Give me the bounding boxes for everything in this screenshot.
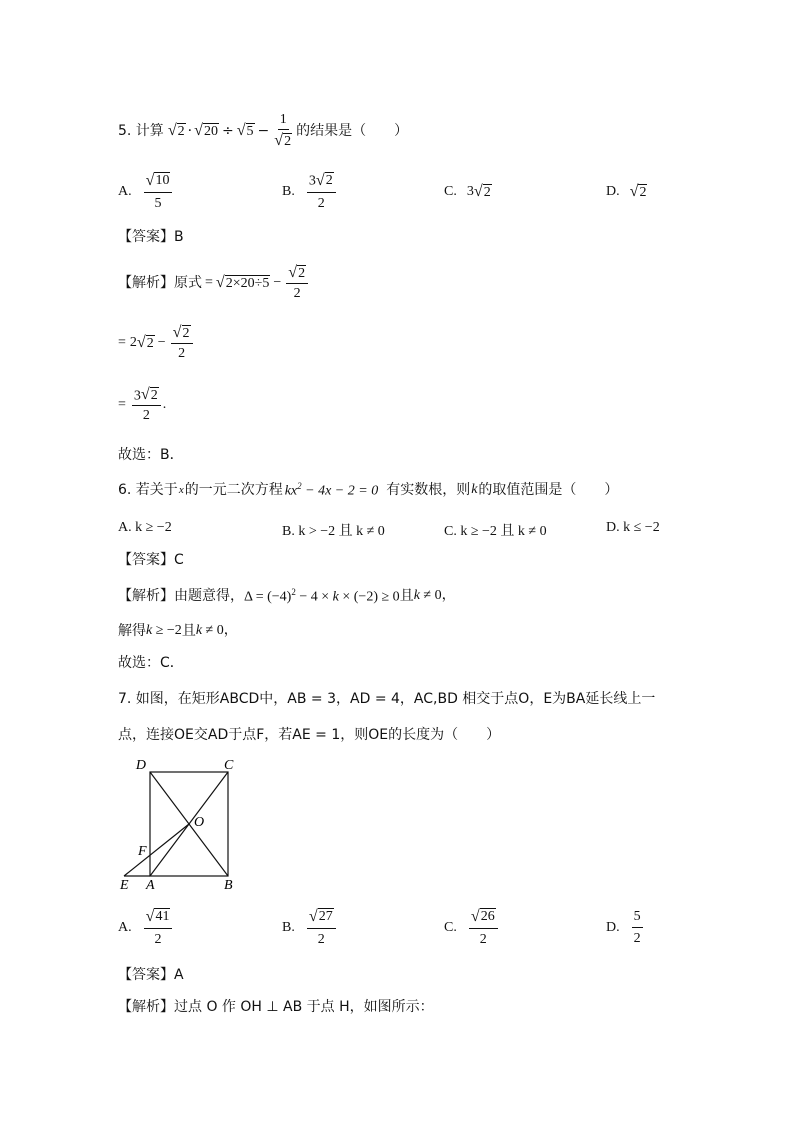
label-c: C	[224, 758, 234, 773]
q5-stem-prefix: 5. 计算	[118, 123, 164, 139]
q7-answer: 【答案】A	[118, 967, 184, 983]
q6-analysis: 【解析】由题意得， $\Delta = (-4)^2 - 4 \times k \times (-2) \ge 0$ 且 k ≠ 0，	[118, 587, 456, 605]
q7-option-a-label: A.	[118, 920, 132, 935]
q5-answer: 【答案】B	[118, 229, 184, 245]
q6-option-c[interactable]: C. k ≥ −2 且 k ≠ 0	[444, 524, 547, 539]
label-e: E	[120, 878, 129, 893]
q5-option-a-label: A.	[118, 184, 132, 199]
q7-option-d-label: D.	[606, 920, 620, 935]
q7-stem-line1: 7. 如图，在矩形ABCD中，AB = 3，AD = 4，AC,BD 相交于点O，E为BA延长线上一	[118, 691, 656, 707]
q7-stem-line2: 点，连接OE交AD于点F，若AE = 1，则OE的长度为（ ）	[118, 727, 501, 743]
q5-option-a[interactable]: A. √ 10 5	[118, 170, 174, 214]
q5-conclusion: 故选：B．	[118, 447, 184, 463]
label-d: D	[135, 758, 146, 773]
q6-analysis-suffix: 且	[399, 588, 414, 605]
q7-option-c-label: C.	[444, 920, 457, 935]
q6-analysis-prefix: 【解析】由题意得，	[118, 588, 244, 605]
q5-analysis-line3: = 3 √ 2 2 .	[118, 386, 167, 424]
q5-stem-suffix: 的结果是（ ）	[296, 123, 409, 139]
q7-option-c[interactable]: C. √ 26 2	[444, 906, 500, 950]
q5-option-d[interactable]: D. √ 2	[606, 183, 647, 201]
q6-discriminant: $\Delta = (-4)^2 - 4 \times k \times (-2) \ge 0$	[244, 587, 400, 605]
q6-stem-prefix: 6. 若关于	[118, 482, 178, 499]
q5-analysis-line2: = 2 √ 2 − √ 2 2	[118, 322, 195, 364]
q6-var-x: x	[178, 483, 184, 496]
q5-option-b-label: B.	[282, 184, 295, 199]
q5-stem	[118, 110, 408, 152]
q5-analysis-line1: 【解析】原式 = √ 2×20÷5 − √ 2 2	[118, 262, 310, 304]
q7-option-b-label: B.	[282, 920, 295, 935]
label-b: B	[224, 878, 233, 893]
q6-option-d[interactable]: D. k ≤ −2	[606, 520, 660, 535]
q5-option-c-label: C.	[444, 184, 457, 199]
q6-option-a[interactable]: A. k ≥ −2	[118, 520, 172, 535]
q6-option-b[interactable]: B. k > −2 且 k ≠ 0	[282, 524, 385, 539]
q7-rectangle-figure	[112, 756, 252, 896]
q5-option-b[interactable]: B. 3 √ 2 2	[282, 170, 338, 214]
label-o: O	[194, 815, 205, 830]
q7-option-b[interactable]: B. √ 27 2	[282, 906, 338, 950]
q6-solve-line: 解得 k ≥ −2 且 k ≠ 0，	[118, 623, 238, 639]
q6-stem-suffix: 的取值范围是（ ）	[478, 482, 619, 499]
q5-expression: √ 2 · √ 20 ÷ √ 5 − 1 √ 2	[167, 111, 292, 150]
q5-analysis-prefix: 【解析】原式	[118, 275, 202, 291]
q6-stem-mid2: 有实数根，则	[386, 482, 471, 499]
label-a: A	[146, 878, 155, 893]
q7-option-d[interactable]: D. $\frac{5}{2}$	[606, 909, 641, 946]
q7-option-a[interactable]: A. √ 41 2	[118, 906, 174, 950]
q6-stem-mid: 的一元二次方程	[184, 482, 283, 499]
q6-equation: $kx^2 - 4x - 2 = 0$	[284, 481, 379, 499]
q6-conclusion: 故选：C．	[118, 655, 184, 671]
q5-option-c[interactable]: C. 3 √ 2	[444, 183, 491, 201]
q6-solve-prefix: 解得	[118, 623, 146, 639]
q7-analysis: 【解析】过点 O 作 OH ⊥ AB 于点 H，如图所示：	[118, 999, 434, 1015]
q6-stem: 6. 若关于 x 的一元二次方程 $kx^2 - 4x - 2 = 0$ 有实数根，则 k 的取值范围是（ ）	[118, 481, 619, 499]
q6-answer: 【答案】C	[118, 552, 184, 568]
label-f: F	[138, 844, 147, 859]
q5-option-d-label: D.	[606, 184, 620, 199]
